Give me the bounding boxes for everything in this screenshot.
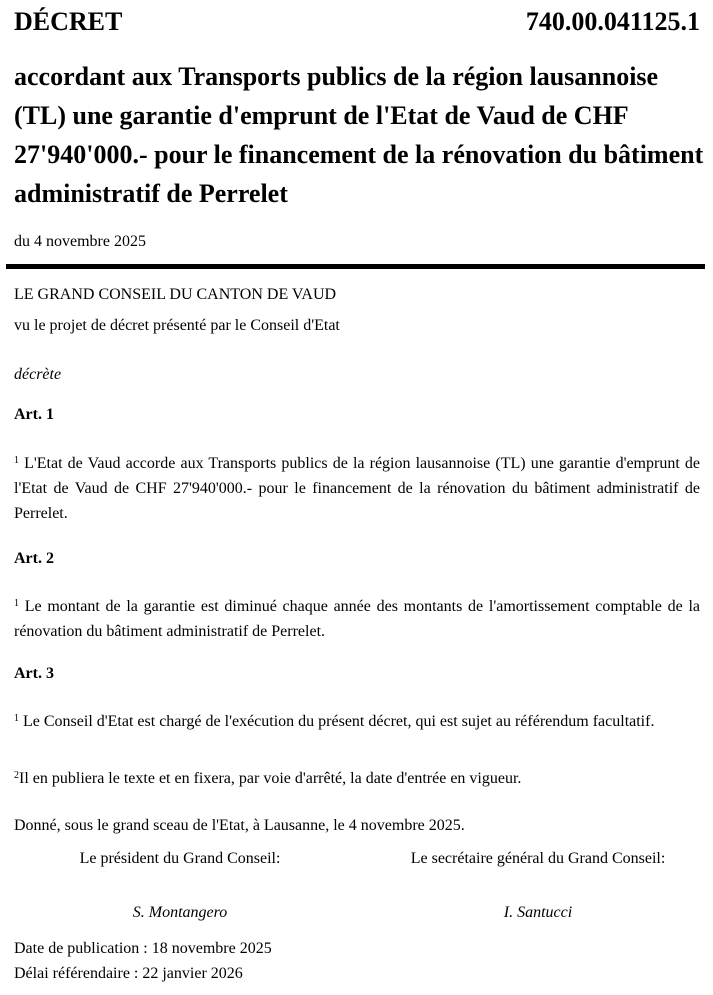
paragraph-number: 1 xyxy=(14,598,19,609)
article-3-heading: Art. 3 xyxy=(14,665,54,682)
paragraph-number: 1 xyxy=(14,713,19,724)
referendum-deadline: Délai référendaire : 22 janvier 2026 xyxy=(14,965,243,982)
president-role: Le président du Grand Conseil: xyxy=(79,850,281,867)
paragraph-text: Il en publiera le texte et en fixera, par voie d'arrêté, la date d'entrée en vigueur. xyxy=(19,770,522,787)
document-type: DÉCRET xyxy=(14,7,123,36)
paragraph-text: Le montant de la garantie est diminué chaque année des montants de l'amortissement comptable de la rénovation du bâtiment administratif de Perrelet. xyxy=(14,598,701,640)
paragraph-number: 1 xyxy=(14,455,19,466)
decree-title: accordant aux Transports publics de la région lausannoise (TL) une garantie d'emprunt de l'Etat de Vaud de CHF 27'940'000.- pour le financement de la rénovation du bâtiment administratif de Perrelet xyxy=(14,62,704,208)
secretary-role: Le secrétaire général du Grand Conseil: xyxy=(410,850,666,867)
article-2-paragraph-1 xyxy=(14,594,700,644)
president-name: S. Montangero xyxy=(132,904,228,921)
decree-date: du 4 novembre 2025 xyxy=(14,233,146,250)
article-2-heading: Art. 2 xyxy=(14,550,54,567)
document-number: 740.00.041125.1 xyxy=(525,7,700,36)
paragraph-number: 2 xyxy=(14,770,19,781)
article-1-paragraph-1 xyxy=(14,451,700,526)
header-divider xyxy=(6,264,705,269)
decrees-word: décrète xyxy=(14,366,62,383)
publication-date: Date de publication : 18 novembre 2025 xyxy=(14,940,272,957)
article-3-paragraph-2 xyxy=(14,768,521,790)
secretary-name: I. Santucci xyxy=(503,904,573,921)
paragraph-text: Le Conseil d'Etat est chargé de l'exécution du présent décret, qui est sujet au référendum facultatif. xyxy=(23,713,655,730)
article-3-paragraph-1 xyxy=(14,709,700,734)
closing-formula: Donné, sous le grand sceau de l'Etat, à Lausanne, le 4 novembre 2025. xyxy=(14,817,465,834)
authority: LE GRAND CONSEIL DU CANTON DE VAUD xyxy=(14,286,337,303)
paragraph-text: L'Etat de Vaud accorde aux Transports publics de la région lausannoise (TL) une garantie d'emprunt de l'Etat de Vaud de CHF 27'940'000.- pour le financement de la rénovation du bâtiment administratif de Perrelet. xyxy=(14,455,700,522)
preamble-seen: vu le projet de décret présenté par le Conseil d'Etat xyxy=(14,317,340,334)
article-1-heading: Art. 1 xyxy=(14,406,54,423)
